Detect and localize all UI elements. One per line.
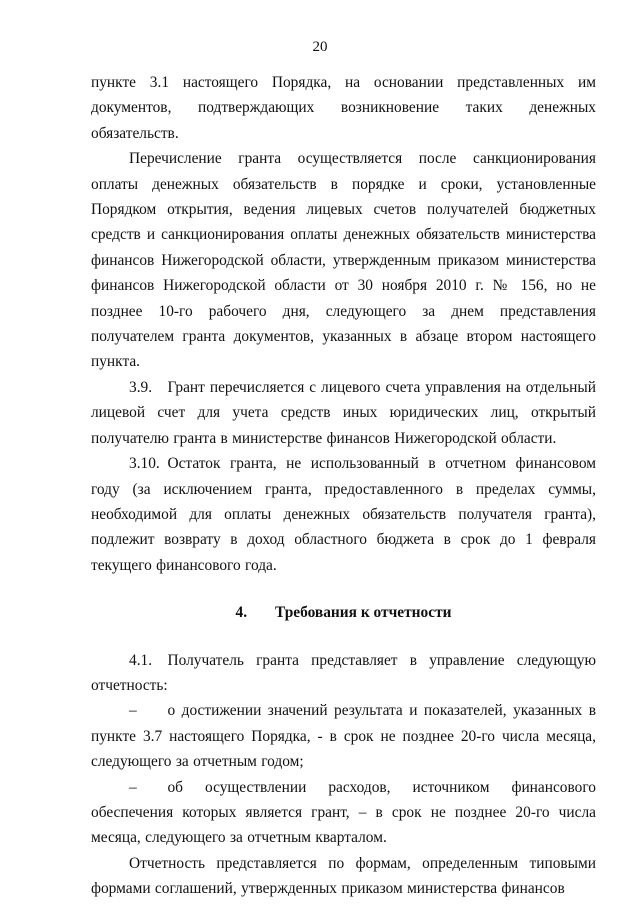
list-item-results: – о достижении значений результата и показателей, указанных в пункте 3.7 настоящего Порядка, - в срок не позднее 20-го числа месяца, следующего за отчетным годом; xyxy=(91,702,596,771)
section-number: 4. xyxy=(235,604,248,622)
paragraph-3-9: 3.9. Грант перечисляется с лицевого счета управления на отдельный лицевой счет для учета средств иных юридических лиц, открытый получателю гранта в министерстве финансов Нижегородской области. xyxy=(91,378,596,447)
document-body xyxy=(91,70,596,902)
paragraph-4-1: 4.1. Получатель гранта представляет в управление следующую отчетность: xyxy=(91,651,596,694)
page-number: 20 xyxy=(312,39,328,55)
paragraph-report-forms: Отчетность представляется по формам, определенным типовыми формами соглашений, утвержденных приказом министерства финансов xyxy=(91,854,596,898)
section-heading xyxy=(91,600,596,625)
paragraph-continuation: пункте 3.1 настоящего Порядка, на основании представленных им документов, подтверждающих возникновение таких денежных обязательств. xyxy=(91,74,596,142)
list-item-expenses: – об осуществлении расходов, источником финансового обеспечения которых является грант, – в срок не позднее 20-го числа месяца, следующего за отчетным кварталом. xyxy=(91,778,596,847)
section-title: Требования к отчетности xyxy=(275,604,452,622)
paragraph-3-10: 3.10. Остаток гранта, не использованный в отчетном финансовом году (за исключением гранта, предоставленного в пределах суммы, необходимой для оплаты денежных обязательств получателя гранта), подлежит возврату в доход областного бюджета в срок до 1 февраля текущего финансового года. xyxy=(91,455,596,574)
paragraph-grant-transfer: Перечисление гранта осуществляется после санкционирования оплаты денежных обязательств в порядке и сроки, установленные Порядком открытия, ведения лицевых счетов получателей бюджетных средств и санкционирования оплаты денежных обязательств министерства финансов Нижегородской области, утвержденным приказом министерства финансов Нижегородской области от 30 ноября 2010 г. № 156, но не позднее 10-го рабочего дня, следующего за днем представления получателем гранта документов, указанных в абзаце втором настоящего пункта. xyxy=(91,150,596,371)
